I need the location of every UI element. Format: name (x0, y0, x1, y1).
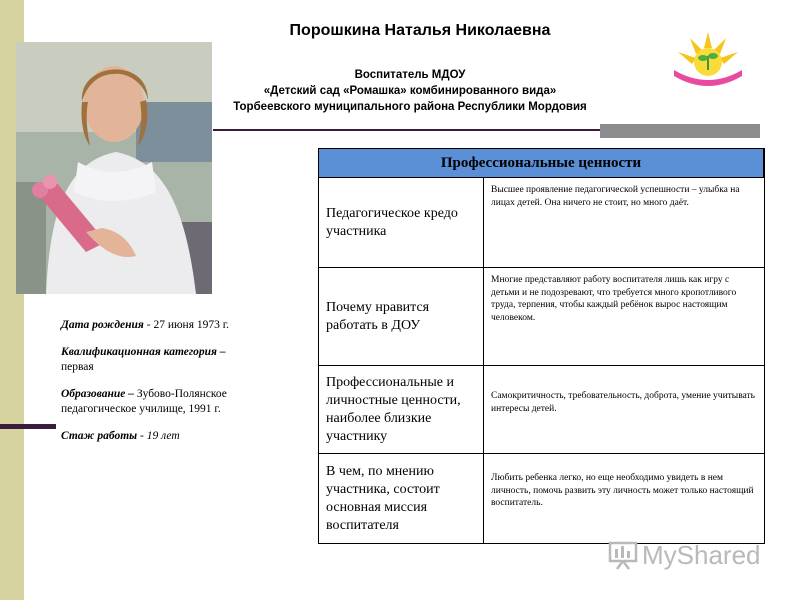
row-answer: Многие представляют работу воспитателя лишь как игру с детьми и не подозревают, что требуется много кропотливого труда, терпения, чтобы каждый ребёнок вырос настоящим человеком. (491, 275, 737, 323)
portrait-photo (16, 42, 212, 294)
watermark-text: MyShared (642, 539, 761, 570)
education: Образование – Зубово-Полянское педагогическое училище, 1991 г. (61, 388, 227, 415)
row-answer: Высшее проявление педагогической успешности – улыбка на лицах детей. Она ничего не стоит, но много даёт. (491, 185, 740, 208)
left-decor-line (0, 424, 56, 429)
position-title: Воспитатель МДОУ (354, 69, 466, 81)
watermark (608, 538, 768, 572)
values-table-title: Профессиональные ценности (318, 148, 765, 178)
qualification-category: Квалификационная категория – первая (61, 346, 226, 373)
row-answer: Самокритичность, требовательность, доброта, умение учитывать интересы детей. (491, 391, 756, 414)
table-row (318, 178, 765, 268)
table-row (318, 366, 765, 454)
table-row (318, 454, 765, 544)
work-experience: Стаж работы - 19 лет (61, 430, 180, 442)
teacher-of-year-logo (668, 26, 748, 88)
row-question: В чем, по мнению участника, состоит основная миссия воспитателя (319, 454, 484, 543)
presentation-icon (608, 540, 638, 570)
row-question: Почему нравится работать в ДОУ (319, 268, 484, 365)
participant-name: Порошкина Наталья Николаевна (289, 22, 551, 39)
kindergarten-name: «Детский сад «Ромашка» комбинированного вида» (263, 85, 557, 97)
row-question: Педагогическое кредо участника (319, 178, 484, 267)
row-answer: Любить ребенка легко, но еще необходимо увидеть в нем личность, помочь развить эту личность может только настоящий воспитатель. (491, 473, 754, 508)
district-name: Торбеевского муниципального района Республики Мордовия (233, 101, 587, 113)
row-question: Профессиональные и личностные ценности, наиболее близкие участнику (319, 366, 484, 453)
personal-info (61, 318, 261, 456)
title-decor-bar (600, 124, 760, 138)
birth-date: Дата рождения - 27 июня 1973 г. (61, 319, 230, 331)
title-underline (213, 129, 603, 131)
organization-block (200, 67, 620, 115)
table-row (318, 268, 765, 366)
